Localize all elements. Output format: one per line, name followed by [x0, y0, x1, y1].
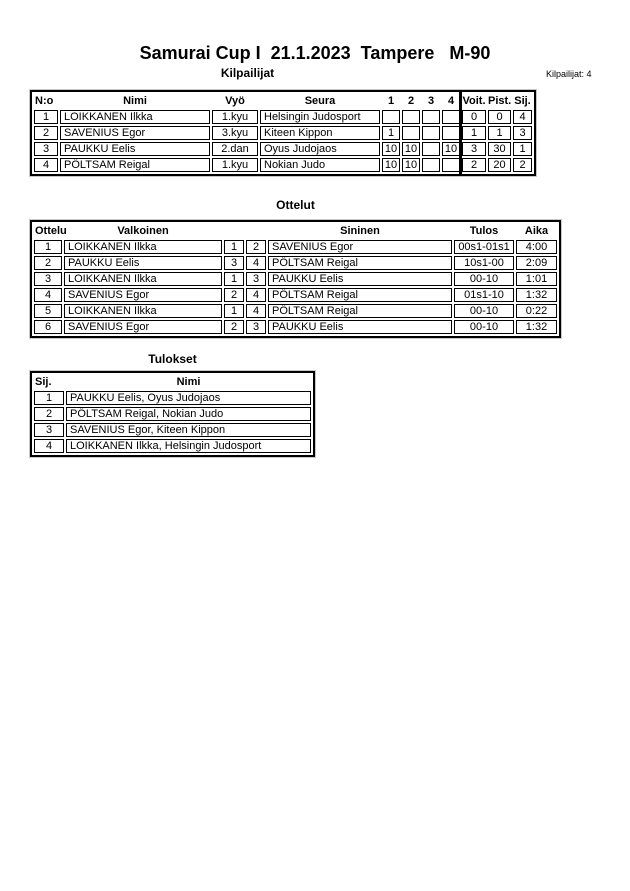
- cell-white-no: 2: [224, 320, 244, 334]
- cell-blue-no: 4: [246, 256, 266, 270]
- cell-place: 1: [34, 391, 64, 405]
- cell-score-2: 10: [402, 142, 420, 156]
- col-round-2: 2: [407, 95, 415, 107]
- page-title: Samurai Cup I 21.1.2023 Tampere M-90: [139, 43, 491, 63]
- table-row: [34, 391, 311, 405]
- table-row: [34, 240, 557, 254]
- cell-blue-name: PÖLTSAM Reigal: [268, 304, 452, 318]
- cell-no: 1: [34, 110, 58, 124]
- col-blue-no: [246, 224, 266, 238]
- table-row: [34, 288, 557, 302]
- table-header-row: [34, 224, 557, 238]
- cell-score-3: [422, 142, 440, 156]
- table-header-row: [34, 94, 532, 108]
- cell-name: LOIKKANEN Ilkka, Helsingin Judosport: [66, 439, 311, 453]
- tulokset-table: [30, 371, 315, 457]
- cell-blue-name: PÖLTSAM Reigal: [268, 256, 452, 270]
- cell-name: PAUKKU Eelis: [60, 142, 210, 156]
- cell-white-no: 2: [224, 288, 244, 302]
- cell-time: 1:32: [516, 320, 557, 334]
- table-row: [34, 407, 311, 421]
- tulokset-heading: Tulokset: [148, 352, 197, 366]
- cell-belt: 1.kyu: [212, 158, 258, 172]
- cell-place: 2: [513, 158, 532, 172]
- table-row: [34, 158, 532, 172]
- cell-blue-no: 3: [246, 320, 266, 334]
- cell-result: 01s1-10: [454, 288, 514, 302]
- col-belt: Vyö: [225, 95, 245, 107]
- col-points: Pist.: [488, 95, 512, 107]
- col-place: Sij.: [35, 376, 52, 388]
- cell-white-no: 1: [224, 240, 244, 254]
- cell-result: 10s1-00: [454, 256, 514, 270]
- cell-score-1: 10: [382, 142, 400, 156]
- col-time: Aika: [524, 225, 549, 237]
- cell-score-4: [442, 110, 460, 124]
- cell-blue-name: SAVENIUS Egor: [268, 240, 452, 254]
- cell-wins: 0: [462, 110, 486, 124]
- cell-white-no: 1: [224, 272, 244, 286]
- cell-white-name: PAUKKU Eelis: [64, 256, 222, 270]
- cell-time: 0:22: [516, 304, 557, 318]
- cell-name: PAUKKU Eelis, Oyus Judojaos: [66, 391, 311, 405]
- group-separator-line: [459, 90, 462, 176]
- col-club: Seura: [304, 95, 336, 107]
- cell-match-no: 1: [34, 240, 62, 254]
- cell-score-2: 10: [402, 158, 420, 172]
- cell-result: 00-10: [454, 320, 514, 334]
- cell-time: 2:09: [516, 256, 557, 270]
- cell-place: 2: [34, 407, 64, 421]
- cell-white-name: LOIKKANEN Ilkka: [64, 304, 222, 318]
- cell-place: 3: [34, 423, 64, 437]
- cell-result: 00s1-01s1: [454, 240, 514, 254]
- cell-white-no: 1: [224, 304, 244, 318]
- cell-blue-no: 3: [246, 272, 266, 286]
- cell-score-1: [382, 110, 400, 124]
- cell-name: LOIKKANEN Ilkka: [60, 110, 210, 124]
- col-result: Tulos: [469, 225, 499, 237]
- col-name: Nimi: [176, 376, 201, 388]
- cell-score-1: 10: [382, 158, 400, 172]
- cell-wins: 1: [462, 126, 486, 140]
- cell-match-no: 3: [34, 272, 62, 286]
- cell-place: 4: [513, 110, 532, 124]
- cell-time: 1:32: [516, 288, 557, 302]
- cell-white-no: 3: [224, 256, 244, 270]
- cell-match-no: 6: [34, 320, 62, 334]
- cell-blue-name: PAUKKU Eelis: [268, 272, 452, 286]
- cell-club: Helsingin Judosport: [260, 110, 380, 124]
- table-row: [34, 320, 557, 334]
- cell-club: Kiteen Kippon: [260, 126, 380, 140]
- col-no: N:o: [35, 95, 54, 107]
- ottelut-table-wrap: [30, 220, 561, 338]
- kilpailijat-table-wrap: [30, 90, 536, 176]
- cell-score-1: 1: [382, 126, 400, 140]
- cell-blue-no: 4: [246, 288, 266, 302]
- cell-score-4: [442, 158, 460, 172]
- col-name: Nimi: [123, 95, 147, 107]
- cell-white-name: LOIKKANEN Ilkka: [64, 240, 222, 254]
- ottelut-heading: Ottelut: [276, 198, 315, 212]
- cell-blue-name: PÖLTSAM Reigal: [268, 288, 452, 302]
- col-place: Sij.: [514, 95, 531, 107]
- col-match: Ottelu: [35, 225, 67, 237]
- cell-place: 3: [513, 126, 532, 140]
- col-round-1: 1: [387, 95, 395, 107]
- cell-score-3: [422, 126, 440, 140]
- table-row: [34, 110, 532, 124]
- cell-name: PÖLTSAM Reigal: [60, 158, 210, 172]
- cell-result: 00-10: [454, 272, 514, 286]
- cell-no: 3: [34, 142, 58, 156]
- cell-match-no: 4: [34, 288, 62, 302]
- cell-no: 2: [34, 126, 58, 140]
- cell-match-no: 2: [34, 256, 62, 270]
- table-row: [34, 126, 532, 140]
- cell-club: Nokian Judo: [260, 158, 380, 172]
- cell-blue-no: 4: [246, 304, 266, 318]
- kilpailijat-heading: Kilpailijat: [220, 66, 275, 80]
- cell-score-4: [442, 126, 460, 140]
- cell-belt: 1.kyu: [212, 110, 258, 124]
- cell-time: 4:00: [516, 240, 557, 254]
- tulokset-table-wrap: [30, 371, 315, 457]
- cell-points: 1: [488, 126, 511, 140]
- cell-name: SAVENIUS Egor: [60, 126, 210, 140]
- cell-points: 0: [488, 110, 511, 124]
- cell-score-2: [402, 110, 420, 124]
- table-row: [34, 272, 557, 286]
- cell-white-name: SAVENIUS Egor: [64, 320, 222, 334]
- cell-time: 1:01: [516, 272, 557, 286]
- cell-wins: 3: [462, 142, 486, 156]
- cell-place: 4: [34, 439, 64, 453]
- col-wins: Voit.: [462, 95, 486, 107]
- ottelut-table: [30, 220, 561, 338]
- table-row: [34, 256, 557, 270]
- cell-place: 1: [513, 142, 532, 156]
- cell-name: SAVENIUS Egor, Kiteen Kippon: [66, 423, 311, 437]
- table-row: [34, 423, 311, 437]
- cell-belt: 3.kyu: [212, 126, 258, 140]
- cell-score-3: [422, 110, 440, 124]
- cell-result: 00-10: [454, 304, 514, 318]
- col-white-no: [224, 224, 244, 238]
- cell-wins: 2: [462, 158, 486, 172]
- table-row: [34, 304, 557, 318]
- cell-points: 20: [488, 158, 511, 172]
- cell-blue-no: 2: [246, 240, 266, 254]
- table-header-row: [34, 375, 311, 389]
- cell-points: 30: [488, 142, 511, 156]
- col-round-3: 3: [427, 95, 435, 107]
- cell-score-4: 10: [442, 142, 460, 156]
- cell-white-name: SAVENIUS Egor: [64, 288, 222, 302]
- cell-club: Oyus Judojaos: [260, 142, 380, 156]
- col-blue: Sininen: [340, 225, 380, 237]
- cell-white-name: LOIKKANEN Ilkka: [64, 272, 222, 286]
- cell-blue-name: PAUKKU Eelis: [268, 320, 452, 334]
- table-row: [34, 142, 532, 156]
- col-round-4: 4: [447, 95, 455, 107]
- competitors-count: Kilpailijat: 4: [546, 69, 592, 79]
- col-white: Valkoinen: [117, 225, 169, 237]
- cell-no: 4: [34, 158, 58, 172]
- cell-score-3: [422, 158, 440, 172]
- cell-match-no: 5: [34, 304, 62, 318]
- cell-score-2: [402, 126, 420, 140]
- cell-belt: 2.dan: [212, 142, 258, 156]
- table-row: [34, 439, 311, 453]
- cell-name: PÖLTSAM Reigal, Nokian Judo: [66, 407, 311, 421]
